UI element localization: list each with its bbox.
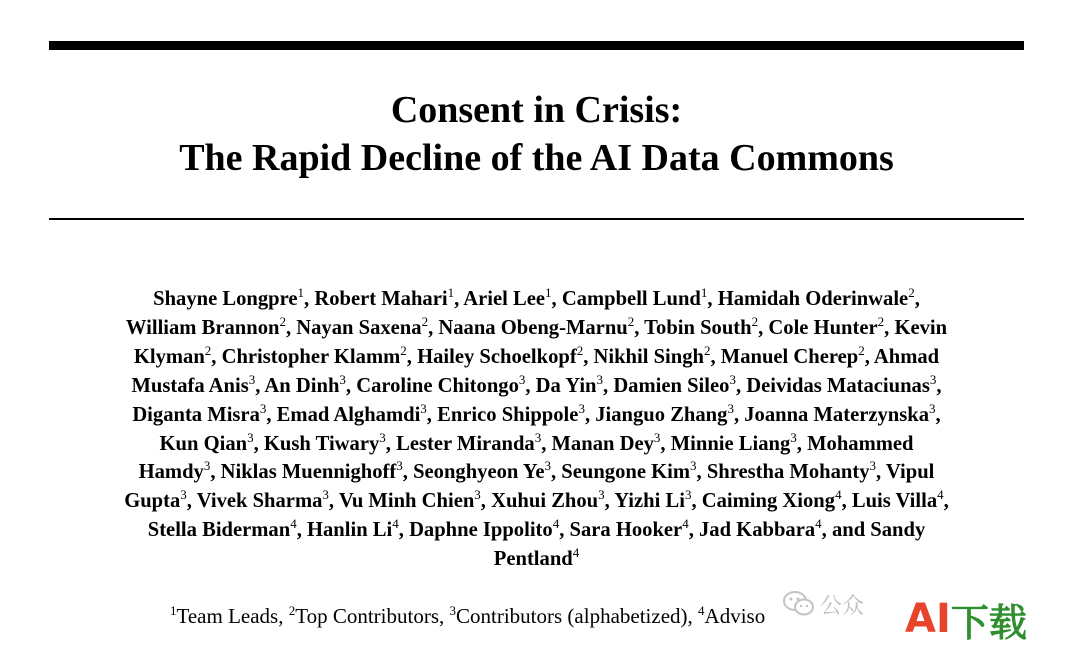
author-separator: , (211, 345, 222, 368)
affiliation-mark: 2 (627, 313, 635, 329)
affiliation-mark: 4 (682, 516, 689, 532)
affiliation-mark: 4 (572, 545, 580, 561)
author-name: Nayan Saxena (296, 316, 422, 339)
affiliation-mark: 2 (279, 313, 286, 329)
affiliation-mark: 3 (322, 487, 329, 503)
author-separator: , (758, 316, 769, 339)
author-separator: , (296, 519, 307, 542)
author-separator: , (603, 374, 614, 397)
logo-latin: AI (905, 596, 951, 642)
affiliation-mark: 3 (929, 371, 937, 387)
author-separator: , Ahmad (864, 345, 940, 368)
author-separator: , Kevin (884, 316, 948, 339)
affiliation-mark: 2 (908, 285, 915, 300)
affiliation-mark: 3 (420, 400, 427, 416)
author-name: Stella Biderman (147, 519, 291, 542)
author-separator: , (266, 403, 277, 426)
affiliation-mark: 2 (204, 342, 212, 358)
affiliation-mark: 3 (690, 458, 697, 474)
author-separator: , (398, 519, 410, 542)
affiliation-mark: 3 (247, 429, 254, 445)
title-line-1: Consent in Crisis: (390, 89, 683, 131)
paper-title (49, 86, 1024, 182)
affiliation-mark: 1 (297, 285, 305, 300)
affiliation-number: 4 (698, 603, 705, 618)
author-name: Klyman (133, 345, 205, 368)
affiliation-mark: 1 (545, 285, 552, 300)
affiliation-mark: 3 (869, 458, 876, 474)
author-separator: , (454, 288, 464, 310)
author-name: Joanna Materzynska (744, 403, 930, 426)
affiliation-mark: 3 (578, 400, 585, 416)
author-name: Enrico Shippole (437, 403, 579, 426)
author-name: Kun Qian (159, 432, 248, 455)
author-name: Naana Obeng-Marnu (438, 316, 628, 339)
author-separator: , (691, 490, 702, 513)
affiliation-mark: 3 (727, 400, 734, 416)
affiliation-mark: 3 (259, 400, 267, 416)
author-name: Sara Hooker (569, 519, 683, 542)
affiliation-label: Contributors (alphabetized), (456, 604, 699, 628)
author-separator: , (210, 461, 221, 484)
author-line (49, 431, 1024, 460)
author-name: Robert Mahari (314, 288, 448, 310)
author-name: Shrestha Mohanty (706, 461, 870, 484)
author-separator: , (935, 403, 941, 426)
author-name: Hamidah Oderinwale (717, 288, 909, 310)
author-separator: , (841, 490, 852, 513)
author-name: William Brannon (125, 316, 280, 339)
author-separator: , (583, 345, 594, 368)
site-logo (905, 594, 1027, 644)
author-name: Caroline Chitongo (356, 374, 519, 397)
author-name: Gupta (124, 490, 181, 513)
affiliation-mark: 2 (421, 313, 429, 329)
affiliation-mark: 3 (544, 458, 551, 474)
affiliation-mark: 3 (653, 429, 661, 445)
title-rule (49, 218, 1024, 220)
affiliation-mark: 4 (290, 516, 297, 532)
affiliation-mark: 3 (248, 371, 256, 387)
author-name: Vivek Sharma (196, 490, 323, 513)
author-separator: , (634, 316, 645, 339)
logo-cn: 下载 (950, 600, 1027, 645)
author-name: Daphne Ippolito (409, 519, 553, 542)
author-name: Campbell Lund (561, 288, 701, 310)
affiliation-mark: 2 (858, 342, 865, 358)
author-separator: , (253, 432, 264, 455)
author-name: Shayne Longpre (153, 288, 298, 310)
author-line (49, 344, 1024, 373)
author-separator: , (406, 345, 418, 368)
author-line (49, 315, 1024, 344)
affiliation-mark: 2 (576, 342, 584, 358)
wechat-icon (782, 590, 816, 618)
wechat-watermark-text: 公众 (820, 593, 865, 619)
affiliation-mark: 3 (929, 400, 936, 416)
author-separator: , (385, 432, 397, 455)
author-separator: , (426, 403, 438, 426)
author-name: Deividas Mataciunas (746, 374, 930, 397)
author-name: Diganta Misra (132, 403, 260, 426)
affiliation-mark: 3 (203, 458, 211, 474)
author-line (49, 459, 1024, 488)
affiliation-mark: 2 (751, 313, 759, 329)
author-separator: , (914, 288, 920, 310)
author-name: Tobin South (644, 316, 752, 339)
author-separator: , (735, 374, 747, 397)
top-rule (49, 41, 1024, 50)
author-separator: , (345, 374, 357, 397)
author-name: Seonghyeon Ye (413, 461, 545, 484)
affiliation-label: Team Leads, (176, 604, 289, 628)
author-name: Hamdy (138, 461, 204, 484)
author-separator: , (304, 288, 315, 310)
author-separator: , (733, 403, 745, 426)
affiliation-mark: 3 (598, 487, 605, 503)
author-list (49, 286, 1024, 575)
author-separator: , Mohammed (796, 432, 914, 455)
author-separator: , (541, 432, 552, 455)
author-name: Jianguo Zhang (595, 403, 728, 426)
author-separator: , (428, 316, 439, 339)
author-separator: , (255, 374, 265, 397)
author-separator: , (480, 490, 492, 513)
author-name: Niklas Muennighoff (220, 461, 397, 484)
wechat-watermark (782, 584, 892, 624)
author-separator: , (584, 403, 596, 426)
affiliation-mark: 3 (379, 429, 386, 445)
author-name: Yizhi Li (614, 490, 685, 513)
author-separator: , (328, 490, 339, 513)
author-name: Hailey Schoelkopf (417, 345, 577, 368)
affiliation-mark: 3 (790, 429, 797, 445)
affiliation-mark: 3 (474, 487, 481, 503)
author-separator: , (707, 288, 718, 310)
affiliation-mark: 3 (684, 487, 692, 503)
affiliation-label: Adviso (704, 604, 766, 628)
author-separator: , (551, 288, 562, 310)
author-separator: , (525, 374, 536, 397)
title-line-2: The Rapid Decline of the AI Data Commons (179, 137, 894, 179)
author-line (49, 488, 1024, 517)
affiliation-mark: 3 (339, 371, 346, 387)
author-name: Kush Tiwary (263, 432, 380, 455)
author-separator: , (696, 461, 707, 484)
author-separator: , (285, 316, 297, 339)
affiliation-number: 3 (449, 603, 457, 618)
affiliation-mark: 3 (729, 371, 736, 387)
author-name: An Dinh (264, 374, 340, 397)
author-name: Xuhui Zhou (491, 490, 599, 513)
affiliation-mark: 4 (552, 516, 560, 532)
author-separator: , (688, 519, 699, 542)
author-separator: , (402, 461, 414, 484)
author-name: Mustafa Anis (131, 374, 249, 397)
affiliation-mark: 4 (835, 487, 842, 503)
author-line (49, 286, 1024, 315)
author-name: Damien Sileo (613, 374, 730, 397)
affiliation-mark: 2 (400, 342, 407, 358)
affiliation-mark: 3 (180, 487, 187, 503)
affiliation-mark: 3 (596, 371, 604, 387)
author-name: Christopher Klamm (221, 345, 401, 368)
author-name: Da Yin (535, 374, 597, 397)
author-separator: , (559, 519, 570, 542)
affiliation-mark: 2 (877, 313, 885, 329)
author-name: Minnie Liang (670, 432, 791, 455)
affiliation-mark: 3 (518, 371, 526, 387)
author-separator: , (186, 490, 197, 513)
author-name: Ariel Lee (463, 288, 546, 310)
author-name: Manuel Cherep (720, 345, 859, 368)
author-separator: , (936, 374, 942, 397)
author-name: Vu Minh Chien (338, 490, 475, 513)
affiliation-label: Top Contributors, (295, 604, 450, 628)
affiliation-legend (170, 602, 880, 633)
author-name: Cole Hunter (768, 316, 878, 339)
author-name: Emad Alghamdi (276, 403, 421, 426)
author-separator: , (710, 345, 721, 368)
author-name: Caiming Xiong (701, 490, 836, 513)
author-name: Manan Dey (551, 432, 654, 455)
affiliation-number: 1 (170, 603, 177, 618)
author-name: Pentland (493, 548, 573, 571)
affiliation-mark: 3 (534, 429, 542, 445)
affiliation-number: 2 (288, 603, 296, 618)
author-separator: , (943, 490, 949, 513)
author-separator: , (660, 432, 671, 455)
author-name: Luis Villa (851, 490, 938, 513)
author-name: Lester Miranda (396, 432, 535, 455)
affiliation-mark: 3 (396, 458, 403, 474)
author-name: Seungone Kim (561, 461, 691, 484)
author-line (49, 402, 1024, 431)
author-separator: , Vipul (876, 461, 935, 484)
author-separator: , (550, 461, 562, 484)
affiliation-mark: 4 (937, 487, 944, 503)
affiliation-mark: 2 (703, 342, 711, 358)
affiliation-mark: 1 (700, 285, 708, 300)
affiliation-mark: 4 (815, 516, 822, 532)
author-name: Nikhil Singh (593, 345, 704, 368)
affiliation-mark: 4 (392, 516, 399, 532)
author-line (49, 517, 1024, 546)
author-line (49, 373, 1024, 402)
author-name: Jad Kabbara (698, 519, 816, 542)
author-name: Hanlin Li (306, 519, 393, 542)
author-separator: , and Sandy (821, 519, 926, 542)
author-line (49, 546, 1024, 575)
author-separator: , (604, 490, 615, 513)
affiliation-mark: 1 (447, 285, 455, 300)
